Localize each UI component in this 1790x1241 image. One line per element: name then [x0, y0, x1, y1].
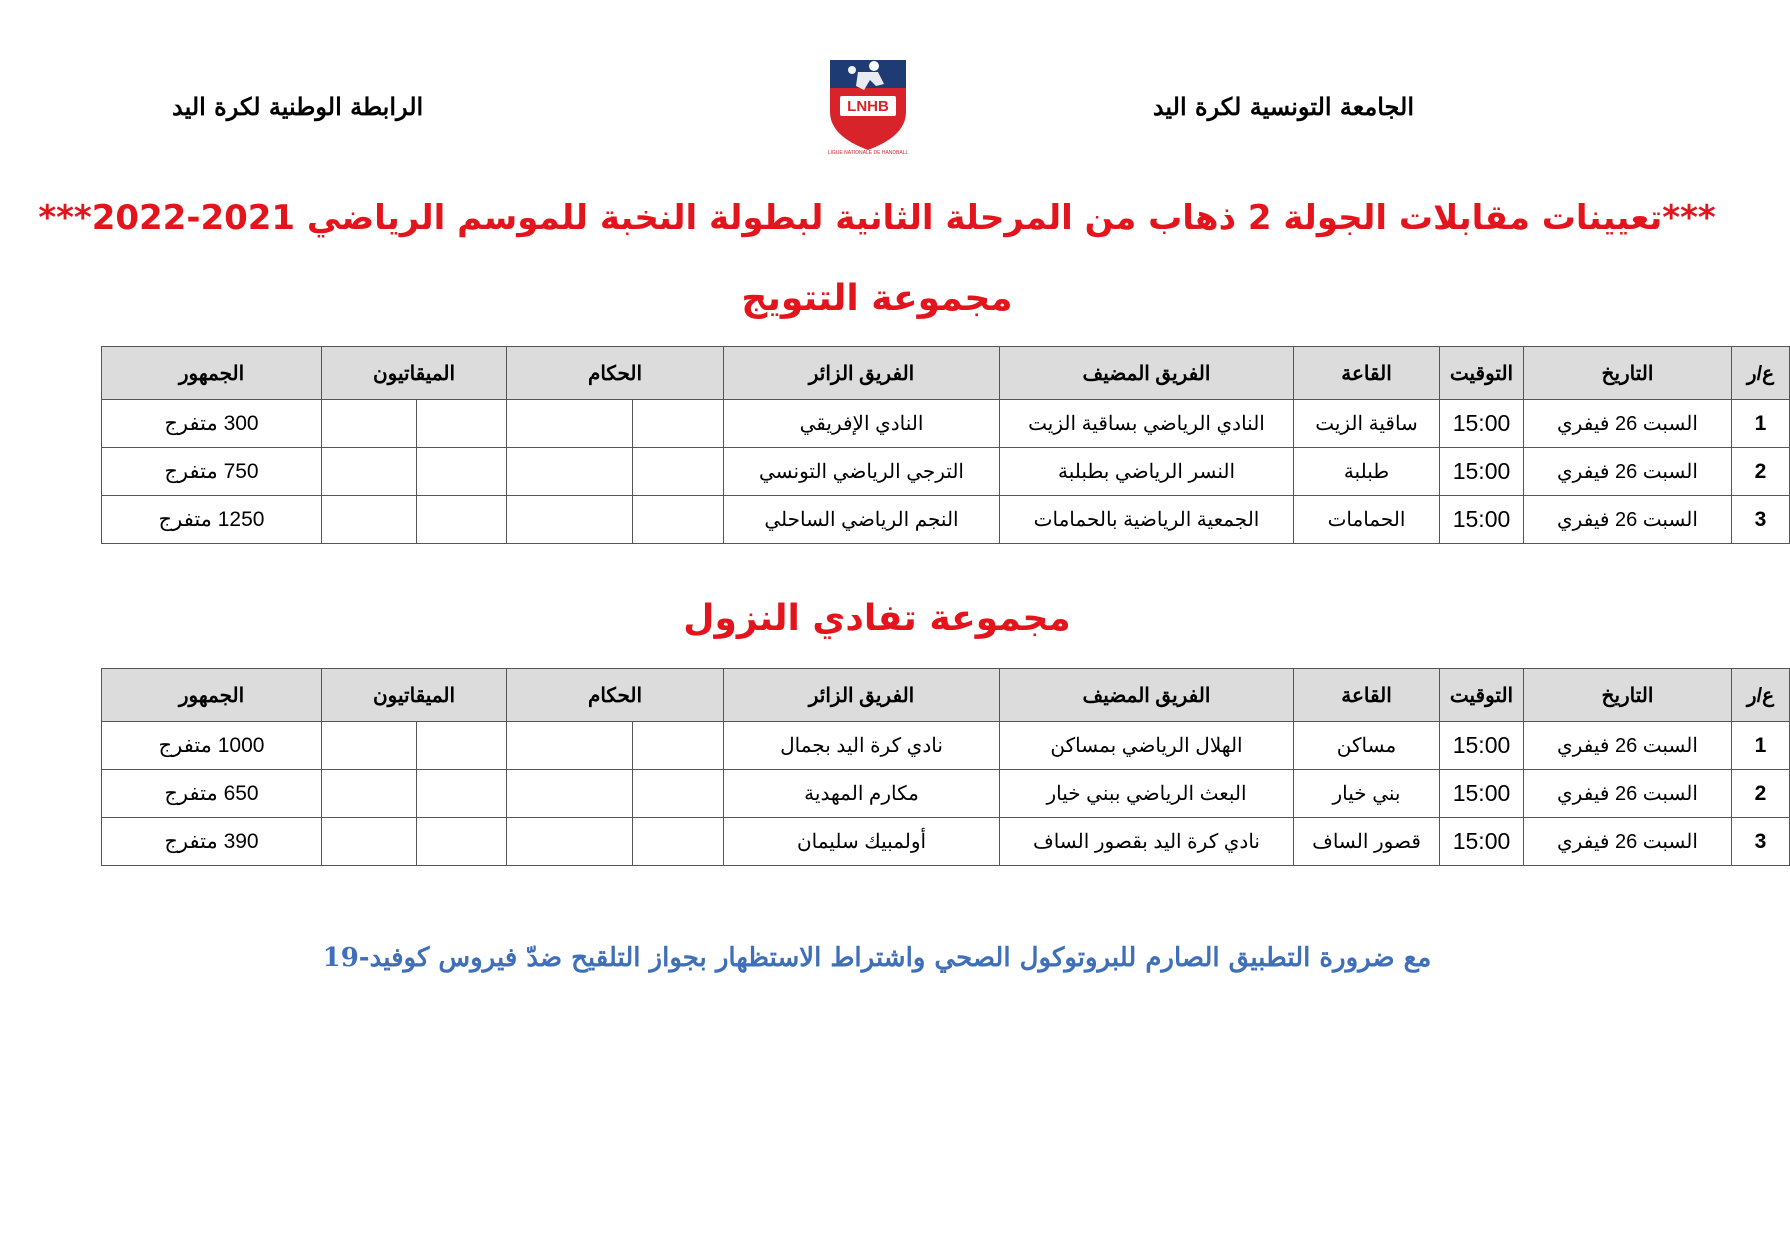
table-row [102, 496, 1790, 544]
group-title-relegation: مجموعة تفادي النزول [683, 598, 1071, 639]
referee-cell [507, 722, 633, 770]
timekeeper-cell [417, 496, 507, 544]
table-row [102, 818, 1790, 866]
match-venue: طبلبة [1294, 448, 1440, 496]
col-header-audience: الجمهور [102, 347, 322, 400]
match-number: 3 [1732, 496, 1790, 544]
home-team: النسر الرياضي بطبلبة [1000, 448, 1294, 496]
col-header-timekeepers: الميقاتيون [322, 669, 507, 722]
table-row [102, 400, 1790, 448]
referee-cell [507, 770, 633, 818]
logo-caption: LIGUE NATIONALE DE HANDBALL [827, 150, 909, 156]
home-team: البعث الرياضي ببني خيار [1000, 770, 1294, 818]
match-number: 2 [1732, 770, 1790, 818]
col-header-away: الفريق الزائر [724, 669, 1000, 722]
table-row [102, 448, 1790, 496]
col-header-venue: القاعة [1294, 347, 1440, 400]
col-header-away: الفريق الزائر [724, 347, 1000, 400]
col-header-date: التاريخ [1524, 669, 1732, 722]
home-team: النادي الرياضي بساقية الزيت [1000, 400, 1294, 448]
match-venue: بني خيار [1294, 770, 1440, 818]
match-time: 15:00 [1440, 496, 1524, 544]
league-name: الرابطة الوطنية لكرة اليد [172, 92, 424, 121]
match-date: السبت 26 فيفري [1524, 770, 1732, 818]
audience-count: 650 متفرج [102, 770, 322, 818]
col-header-num: ع/ر [1732, 347, 1790, 400]
col-header-home: الفريق المضيف [1000, 669, 1294, 722]
audience-count: 1000 متفرج [102, 722, 322, 770]
page-title: ***تعيينات مقابلات الجولة 2 ذهاب من المرحلة الثانية لبطولة النخبة للموسم الرياضي 2021-2022*** [38, 198, 1716, 238]
away-team: أولمبيك سليمان [724, 818, 1000, 866]
col-header-referees: الحكام [507, 669, 724, 722]
home-team: الجمعية الرياضية بالحمامات [1000, 496, 1294, 544]
match-date: السبت 26 فيفري [1524, 400, 1732, 448]
referee-cell [507, 818, 633, 866]
audience-count: 390 متفرج [102, 818, 322, 866]
timekeeper-cell [417, 818, 507, 866]
match-number: 2 [1732, 448, 1790, 496]
col-header-timekeepers: الميقاتيون [322, 347, 507, 400]
match-venue: الحمامات [1294, 496, 1440, 544]
col-header-num: ع/ر [1732, 669, 1790, 722]
group-title-coronation: مجموعة التتويج [741, 278, 1013, 319]
match-time: 15:00 [1440, 400, 1524, 448]
match-time: 15:00 [1440, 770, 1524, 818]
schedule-table-coronation [101, 346, 1790, 544]
referee-cell [633, 722, 724, 770]
timekeeper-cell [322, 400, 417, 448]
match-time: 15:00 [1440, 448, 1524, 496]
match-number: 1 [1732, 400, 1790, 448]
timekeeper-cell [417, 770, 507, 818]
audience-count: 1250 متفرج [102, 496, 322, 544]
match-venue: ساقية الزيت [1294, 400, 1440, 448]
referee-cell [633, 770, 724, 818]
match-time: 15:00 [1440, 722, 1524, 770]
referee-cell [507, 448, 633, 496]
col-header-time: التوقيت [1440, 347, 1524, 400]
home-team: الهلال الرياضي بمساكن [1000, 722, 1294, 770]
audience-count: 750 متفرج [102, 448, 322, 496]
timekeeper-cell [417, 400, 507, 448]
match-date: السبت 26 فيفري [1524, 722, 1732, 770]
audience-count: 300 متفرج [102, 400, 322, 448]
referee-cell [633, 448, 724, 496]
away-team: الترجي الرياضي التونسي [724, 448, 1000, 496]
col-header-time: التوقيت [1440, 669, 1524, 722]
match-number: 3 [1732, 818, 1790, 866]
timekeeper-cell [322, 448, 417, 496]
table-row [102, 722, 1790, 770]
referee-cell [633, 400, 724, 448]
match-venue: مساكن [1294, 722, 1440, 770]
match-date: السبت 26 فيفري [1524, 496, 1732, 544]
timekeeper-cell [322, 818, 417, 866]
col-header-audience: الجمهور [102, 669, 322, 722]
match-date: السبت 26 فيفري [1524, 818, 1732, 866]
lnhb-logo [818, 50, 918, 156]
timekeeper-cell [417, 722, 507, 770]
col-header-home: الفريق المضيف [1000, 347, 1294, 400]
match-time: 15:00 [1440, 818, 1524, 866]
col-header-date: التاريخ [1524, 347, 1732, 400]
referee-cell [633, 496, 724, 544]
match-venue: قصور الساف [1294, 818, 1440, 866]
federation-name: الجامعة التونسية لكرة اليد [1152, 92, 1414, 121]
referee-cell [507, 496, 633, 544]
timekeeper-cell [417, 448, 507, 496]
away-team: نادي كرة اليد بجمال [724, 722, 1000, 770]
col-header-referees: الحكام [507, 347, 724, 400]
timekeeper-cell [322, 722, 417, 770]
home-team: نادي كرة اليد بقصور الساف [1000, 818, 1294, 866]
match-date: السبت 26 فيفري [1524, 448, 1732, 496]
match-number: 1 [1732, 722, 1790, 770]
logo-text: LNHB [847, 98, 889, 115]
timekeeper-cell [322, 496, 417, 544]
table-header-row [102, 347, 1790, 400]
schedule-table-relegation [101, 668, 1790, 866]
col-header-venue: القاعة [1294, 669, 1440, 722]
away-team: مكارم المهدية [724, 770, 1000, 818]
table-header-row [102, 669, 1790, 722]
covid-protocol-note: مع ضرورة التطبيق الصارم للبروتوكول الصحي واشتراط الاستظهار بجواز التلقيح ضدّ فيروس كوفيد-19 [322, 943, 1432, 973]
table-row [102, 770, 1790, 818]
timekeeper-cell [322, 770, 417, 818]
away-team: النادي الإفريقي [724, 400, 1000, 448]
referee-cell [633, 818, 724, 866]
referee-cell [507, 400, 633, 448]
away-team: النجم الرياضي الساحلي [724, 496, 1000, 544]
